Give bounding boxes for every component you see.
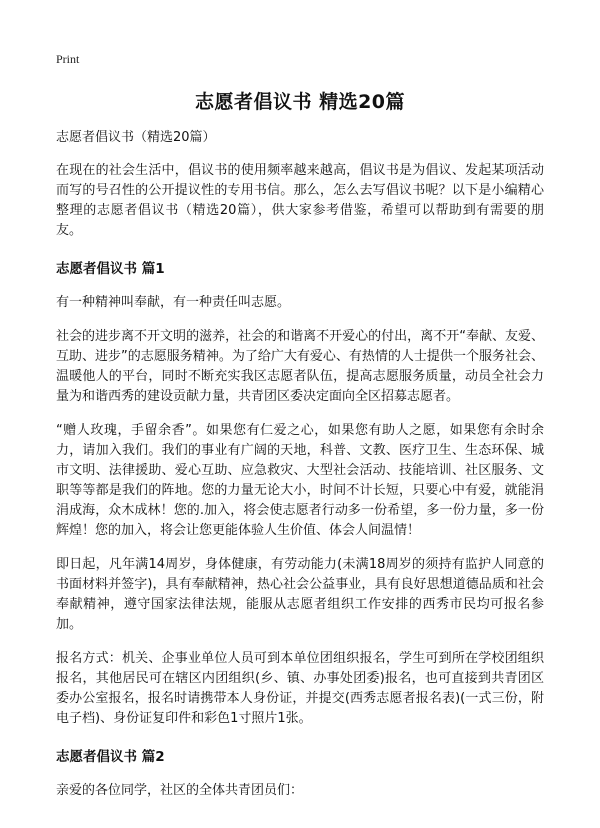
document-title: 志愿者倡议书 精选20篇 — [194, 91, 406, 113]
section-1-heading: 志愿者倡议书 篇1 — [56, 261, 165, 277]
section-1-paragraph-3: “赠人玫瑰，手留余香”。如果您有仁爱之心，如果您有助人之愿，如果您有余时余力，请加入我们。我们的事业有广阔的天地，科普、文教、医疗卫生、生态环保、城市文明、法律援助、爱心互助、应急救灾、大型社会活动、技能培训、社区服务、文职等等都是我们的阵地。您的力量无论大小，时间不计长短，只要心中有爱，就能涓涓成海，众木成林！您的.加入，将会使志愿者行动多一份希望，多一份力量，多一份辉煌！您的加入，将会让您更能体验人生价值、体会人间温情！ — [56, 423, 544, 538]
print-link[interactable]: Print — [56, 52, 80, 66]
section-1-paragraph-5: 报名方式：机关、企事业单位人员可到本单位团组织报名，学生可到所在学校团组织报名，其他居民可在辖区内团组织(乡、镇、办事处团委)报名，也可直接到共青团区委办公室报名，报名时请携带本人身份证，并提交(西秀志愿者报名表)(一式三份，附电子档)、身份证复印件和彩色1寸照片1张。 — [56, 651, 544, 726]
document-subtitle: 志愿者倡议书（精选20篇） — [56, 130, 216, 145]
section-2-heading: 志愿者倡议书 篇2 — [56, 749, 165, 765]
section-1-paragraph-2: 社会的进步离不开文明的滋养，社会的和谐离不开爱心的付出，离不开“奉献、友爱、互助、进步”的志愿服务精神。为了给广大有爱心、有热情的人士提供一个服务社会、温暖他人的平台，同时不断充实我区志愿者队伍，提高志愿服务质量，动员全社会力量为和谐西秀的建设贡献力量，共青团区委决定面向全区招募志愿者。 — [56, 329, 544, 404]
section-1-paragraph-1: 有一种精神叫奉献，有一种责任叫志愿。 — [56, 295, 291, 310]
section-1-paragraph-4: 即日起，凡年满14周岁，身体健康，有劳动能力(未满18周岁的须持有监护人同意的书面材料并签字)，具有奉献精神，热心社会公益事业，具有良好思想道德品质和社会奉献精神，遵守国家法律法规，能服从志愿者组织工作安排的西秀市民均可报名参加。 — [56, 557, 544, 632]
intro-paragraph: 在现在的社会生活中，倡议书的使用频率越来越高，倡议书是为倡议、发起某项活动而写的号召性的公开提议性的专用书信。那么，怎么去写倡议书呢？以下是小编精心整理的志愿者倡议书（精选20篇），供大家参考借鉴，希望可以帮助到有需要的朋友。 — [56, 163, 544, 238]
section-2-paragraph-1: 亲爱的各位同学，社区的全体共青团员们： — [56, 783, 304, 798]
